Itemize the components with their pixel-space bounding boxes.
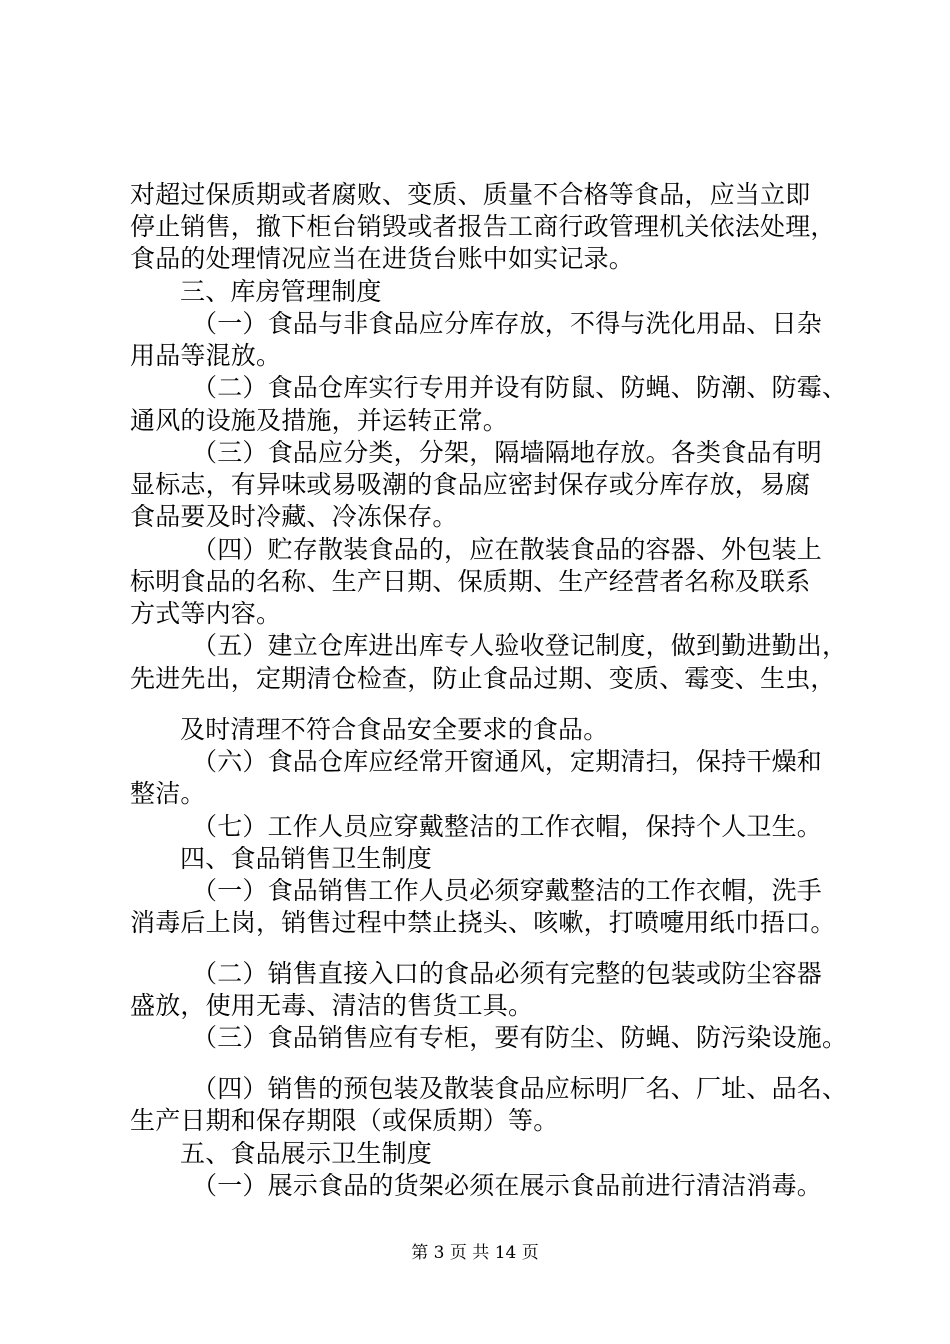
text-line: 盛放，使用无毒、清洁的售货工具。 <box>130 991 534 1020</box>
text-line: 先进先出，定期清仓检查，防止食品过期、变质、霉变、生虫， <box>130 664 836 693</box>
text-line: 食品的处理情况应当在进货台账中如实记录。 <box>130 244 635 273</box>
text-line: （二）销售直接入口的食品必须有完整的包装或防尘容器 <box>192 959 823 988</box>
text-line: （七）工作人员应穿戴整洁的工作衣帽，保持个人卫生。 <box>192 812 823 841</box>
text-line: （三）食品应分类，分架，隔墙隔地存放。各类食品有明 <box>192 438 823 467</box>
text-line: （一）展示食品的货架必须在展示食品前进行清洁消毒。 <box>192 1171 823 1200</box>
text-line: 用品等混放。 <box>130 341 282 370</box>
text-line: （四）贮存散装食品的，应在散装食品的容器、外包装上 <box>192 535 823 564</box>
text-line: 食品要及时冷藏、冷冻保存。 <box>130 502 458 531</box>
text-line: 标明食品的名称、生产日期、保质期、生产经营者名称及联系 <box>130 567 811 596</box>
text-line: 及时清理不符合食品安全要求的食品。 <box>180 715 609 744</box>
section-heading: 三、库房管理制度 <box>180 277 382 306</box>
text-line: （三）食品销售应有专柜，要有防尘、防蝇、防污染设施。 <box>192 1023 848 1052</box>
text-line: 生产日期和保存期限（或保质期）等。 <box>130 1106 559 1135</box>
text-line: 整洁。 <box>130 779 206 808</box>
page-footer: 第 3 页 共 14 页 <box>411 1243 539 1263</box>
section-heading: 五、食品展示卫生制度 <box>180 1139 433 1168</box>
text-line: 对超过保质期或者腐败、变质、质量不合格等食品，应当立即 <box>130 180 811 209</box>
text-line: 消毒后上岗，销售过程中禁止挠头、咳嗽，打喷嚏用纸巾捂口。 <box>130 908 836 937</box>
text-line: （一）食品销售工作人员必须穿戴整洁的工作衣帽，洗手 <box>192 876 823 905</box>
text-line: 方式等内容。 <box>130 599 282 628</box>
text-line: 通风的设施及措施，并运转正常。 <box>130 406 509 435</box>
text-line: （二）食品仓库实行专用并设有防鼠、防蝇、防潮、防霉、 <box>192 373 848 402</box>
text-line: （四）销售的预包装及散装食品应标明厂名、厂址、品名、 <box>192 1074 848 1103</box>
text-line: （五）建立仓库进出库专人验收登记制度，做到勤进勤出， <box>192 631 848 660</box>
section-heading: 四、食品销售卫生制度 <box>180 844 433 873</box>
text-line: （一）食品与非食品应分库存放，不得与洗化用品、日杂 <box>192 309 823 338</box>
text-line: 停止销售，撤下柜台销毁或者报告工商行政管理机关依法处理， <box>130 212 836 241</box>
text-line: 显标志，有异味或易吸潮的食品应密封保存或分库存放，易腐 <box>130 470 811 499</box>
text-line: （六）食品仓库应经常开窗通风，定期清扫，保持干燥和 <box>192 747 823 776</box>
